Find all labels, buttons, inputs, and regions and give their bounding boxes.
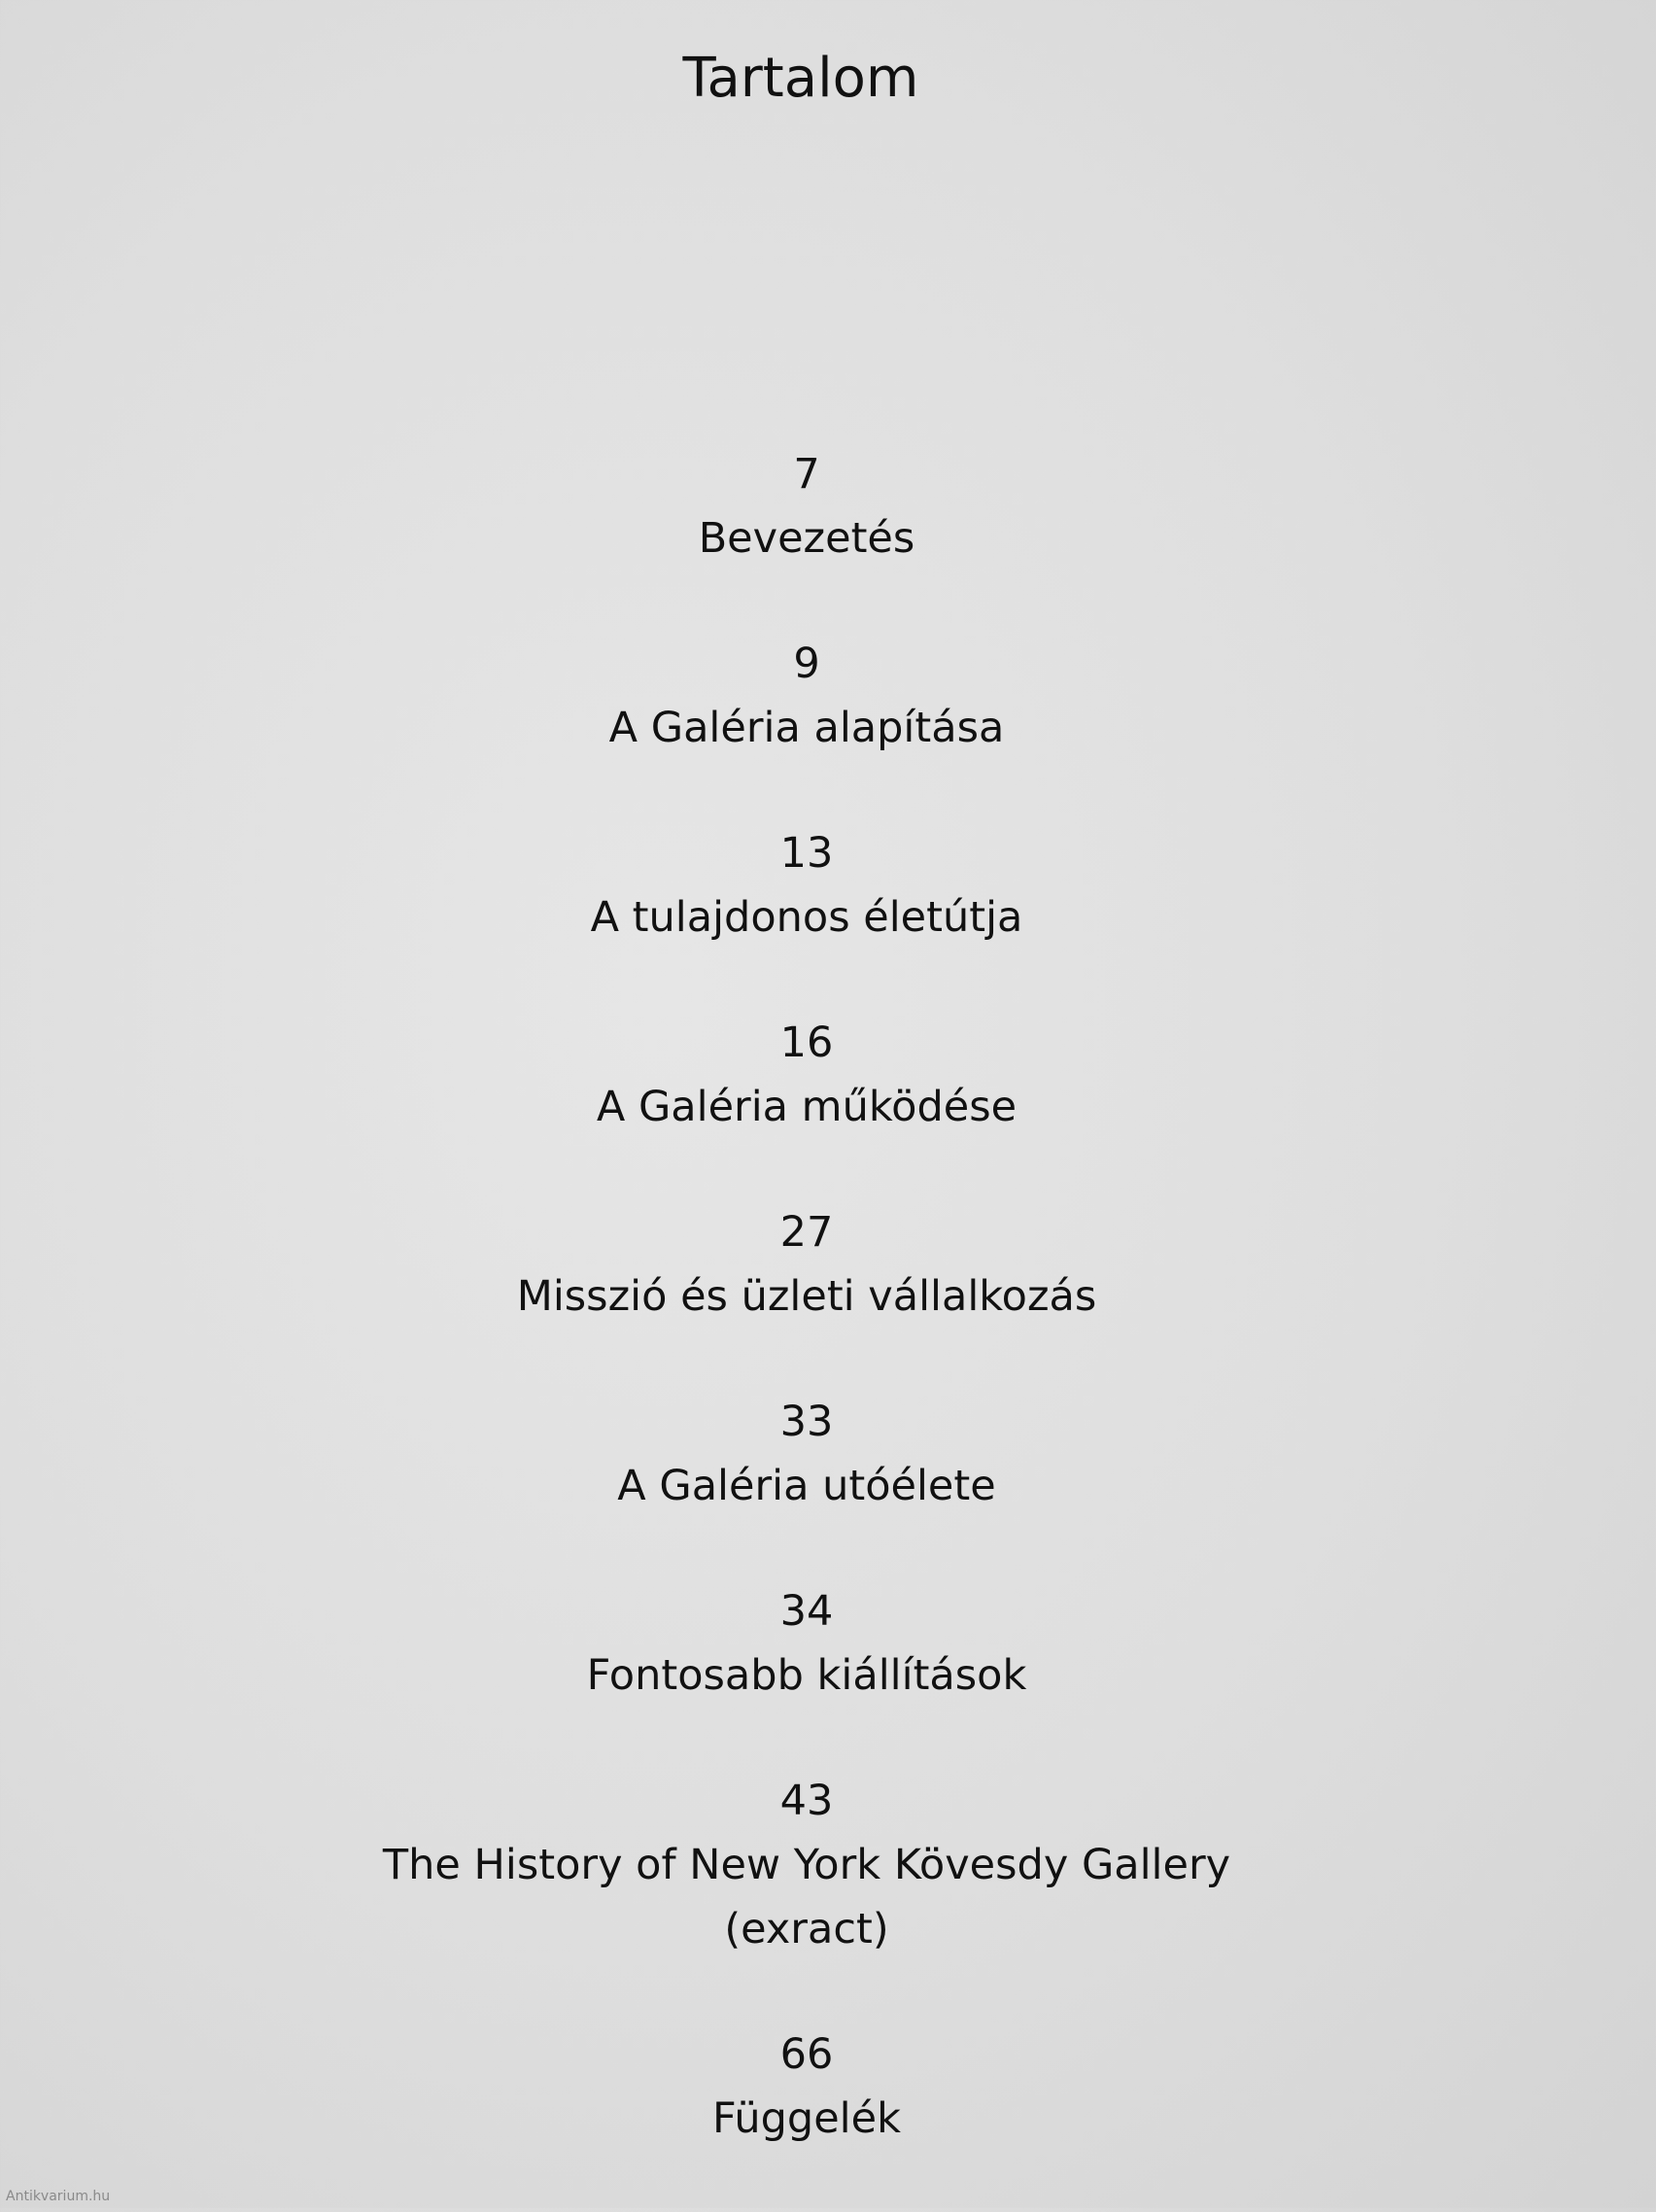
toc-page-number: 43 (779, 1777, 834, 1825)
toc-entry-title: Misszió és üzleti vállalkozás (516, 1272, 1097, 1321)
toc-page-number: 27 (779, 1208, 834, 1257)
toc-entry-title: A Galéria alapítása (608, 704, 1005, 752)
toc-entry-title: Függelék (712, 2094, 901, 2143)
toc-entry-bevezetes (0, 442, 1613, 570)
toc-page-number: 33 (779, 1398, 834, 1446)
toc-page-number: 9 (793, 639, 820, 688)
toc-page-number: 66 (779, 2030, 834, 2079)
toc-entry-galeria-alapitasa (0, 632, 1613, 760)
toc-page-number: 13 (779, 829, 834, 878)
toc-entry-galeria-utoelete (0, 1390, 1613, 1518)
toc-page-number: 7 (793, 450, 820, 499)
table-of-contents (0, 442, 1613, 2212)
toc-entry-title: Bevezetés (698, 514, 915, 563)
toc-entry-title: A tulajdonos életútja (590, 893, 1023, 942)
toc-entry-title: The History of New York Kövesdy Gallery (exract) (382, 1841, 1231, 1953)
toc-entry-misszio (0, 1200, 1613, 1329)
toc-entry-title: A Galéria működése (596, 1083, 1018, 1131)
toc-entry-history (0, 1769, 1613, 1961)
toc-page-number: 16 (779, 1019, 834, 1067)
toc-entry-galeria-mukodese (0, 1011, 1613, 1139)
toc-entry-title: A Galéria utóélete (617, 1462, 996, 1510)
watermark: Antikvarium.hu (6, 2189, 111, 2204)
toc-entry-fuggelek (0, 2022, 1613, 2151)
toc-page-number: 34 (779, 1587, 834, 1636)
toc-entry-tulajdonos-eletutja (0, 821, 1613, 950)
toc-entry-kiallitasok (0, 1579, 1613, 1708)
page-title: Tartalom (682, 47, 919, 110)
toc-entry-title: Fontosabb kiállítások (586, 1651, 1027, 1700)
